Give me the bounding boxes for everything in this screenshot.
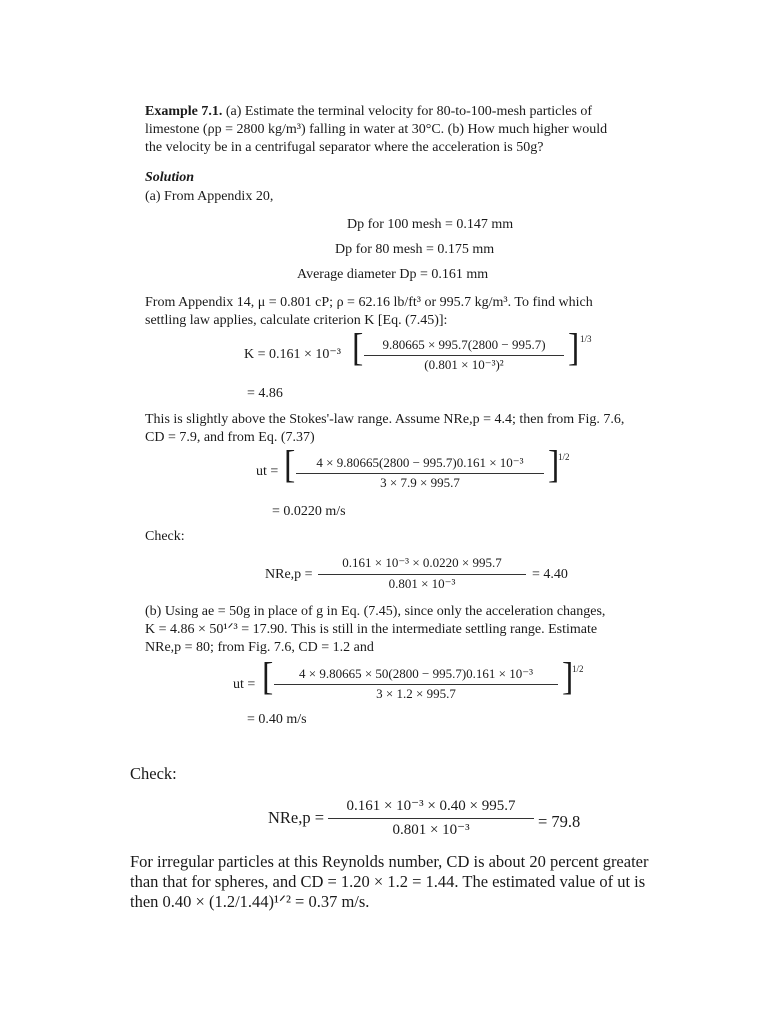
example-line-2: limestone (ρp = 2800 kg/m³) falling in water at 30°C. (b) How much higher would <box>145 122 608 137</box>
part-b-line-1: (b) Using ae = 50g in place of g in Eq. (7.45), since only the acceleration changes, <box>145 604 606 619</box>
example-heading: Example 7.1. <box>145 104 223 119</box>
part-b-line-2: K = 4.86 × 50¹ᐟ³ = 17.90. This is still in the intermediate settling range. Estimate <box>145 622 598 637</box>
example-line-1 <box>145 103 592 121</box>
part-b-line-3: NRe,p = 80; from Fig. 7.6, CD = 1.2 and <box>145 640 374 655</box>
ut2-bracket-left: [ <box>262 656 274 699</box>
ut2-denominator: 3 × 1.2 × 995.7 <box>376 686 456 701</box>
check-2-label: Check: <box>130 764 177 783</box>
k-exponent: 1/3 <box>580 334 592 344</box>
ut2-fraction-bar <box>274 684 558 685</box>
ut1-lhs: ut = <box>256 464 279 479</box>
example-line-3: the velocity be in a centrifugal separator where the acceleration is 50g? <box>145 140 544 155</box>
ut2-result: = 0.40 m/s <box>247 712 307 727</box>
nre2-lhs: NRe,p = <box>268 808 325 827</box>
k-result: = 4.86 <box>247 386 283 401</box>
final-line-2: than that for spheres, and CD = 1.20 × 1.2 = 1.44. The estimated value of ut is <box>130 872 646 891</box>
appendix14-line-2: settling law applies, calculate criterion K [Eq. (7.45)]: <box>145 313 448 328</box>
nre2-result: = 79.8 <box>538 812 581 831</box>
example-text-1: (a) Estimate the terminal velocity for 80-to-100-mesh particles of <box>225 104 593 119</box>
final-line-1: For irregular particles at this Reynolds number, CD is about 20 percent greater <box>130 852 649 871</box>
ut2-lhs: ut = <box>233 677 256 692</box>
stokes-line-1: This is slightly above the Stokes'-law range. Assume NRe,p = 4.4; then from Fig. 7.6, <box>145 412 625 427</box>
dp-80-mesh: Dp for 80 mesh = 0.175 mm <box>335 242 495 257</box>
dp-average: Average diameter Dp = 0.161 mm <box>297 267 489 282</box>
ut1-result: = 0.0220 m/s <box>272 504 346 519</box>
nre1-numerator: 0.161 × 10⁻³ × 0.0220 × 995.7 <box>342 555 502 570</box>
k-lhs: K = 0.161 × 10⁻³ <box>244 347 341 362</box>
ut2-numerator: 4 × 9.80665 × 50(2800 − 995.7)0.161 × 10⁻³ <box>299 666 533 681</box>
solution-heading: Solution <box>145 170 195 185</box>
ut1-exponent: 1/2 <box>558 452 570 462</box>
nre2-denominator: 0.801 × 10⁻³ <box>392 822 470 838</box>
nre1-fraction-bar <box>318 574 526 575</box>
ut1-denominator: 3 × 7.9 × 995.7 <box>380 475 460 490</box>
k-bracket-right: ] <box>568 327 580 370</box>
check-1-label: Check: <box>145 529 185 544</box>
nre1-result: = 4.40 <box>532 567 568 582</box>
stokes-line-2: CD = 7.9, and from Eq. (7.37) <box>145 430 315 445</box>
ut1-numerator: 4 × 9.80665(2800 − 995.7)0.161 × 10⁻³ <box>316 455 524 470</box>
appendix14-line-1: From Appendix 14, μ = 0.801 cP; ρ = 62.16 lb/ft³ or 995.7 kg/m³. To find which <box>145 295 593 310</box>
final-line-3: then 0.40 × (1.2/1.44)¹ᐟ² = 0.37 m/s. <box>130 892 370 911</box>
part-a-intro: (a) From Appendix 20, <box>145 189 274 204</box>
ut1-bracket-left: [ <box>284 444 296 487</box>
k-denominator: (0.801 × 10⁻³)² <box>424 357 504 372</box>
nre2-numerator: 0.161 × 10⁻³ × 0.40 × 995.7 <box>346 798 516 814</box>
dp-100-mesh: Dp for 100 mesh = 0.147 mm <box>347 217 514 232</box>
k-bracket-left: [ <box>352 327 364 370</box>
ut2-bracket-right: ] <box>562 656 574 699</box>
ut1-fraction-bar <box>296 473 544 474</box>
nre1-denominator: 0.801 × 10⁻³ <box>388 576 456 591</box>
k-numerator: 9.80665 × 995.7(2800 − 995.7) <box>382 337 546 352</box>
k-fraction-bar <box>364 355 564 356</box>
ut1-bracket-right: ] <box>548 444 560 487</box>
nre1-lhs: NRe,p = <box>265 567 313 582</box>
nre2-fraction-bar <box>328 818 534 819</box>
ut2-exponent: 1/2 <box>572 664 584 674</box>
